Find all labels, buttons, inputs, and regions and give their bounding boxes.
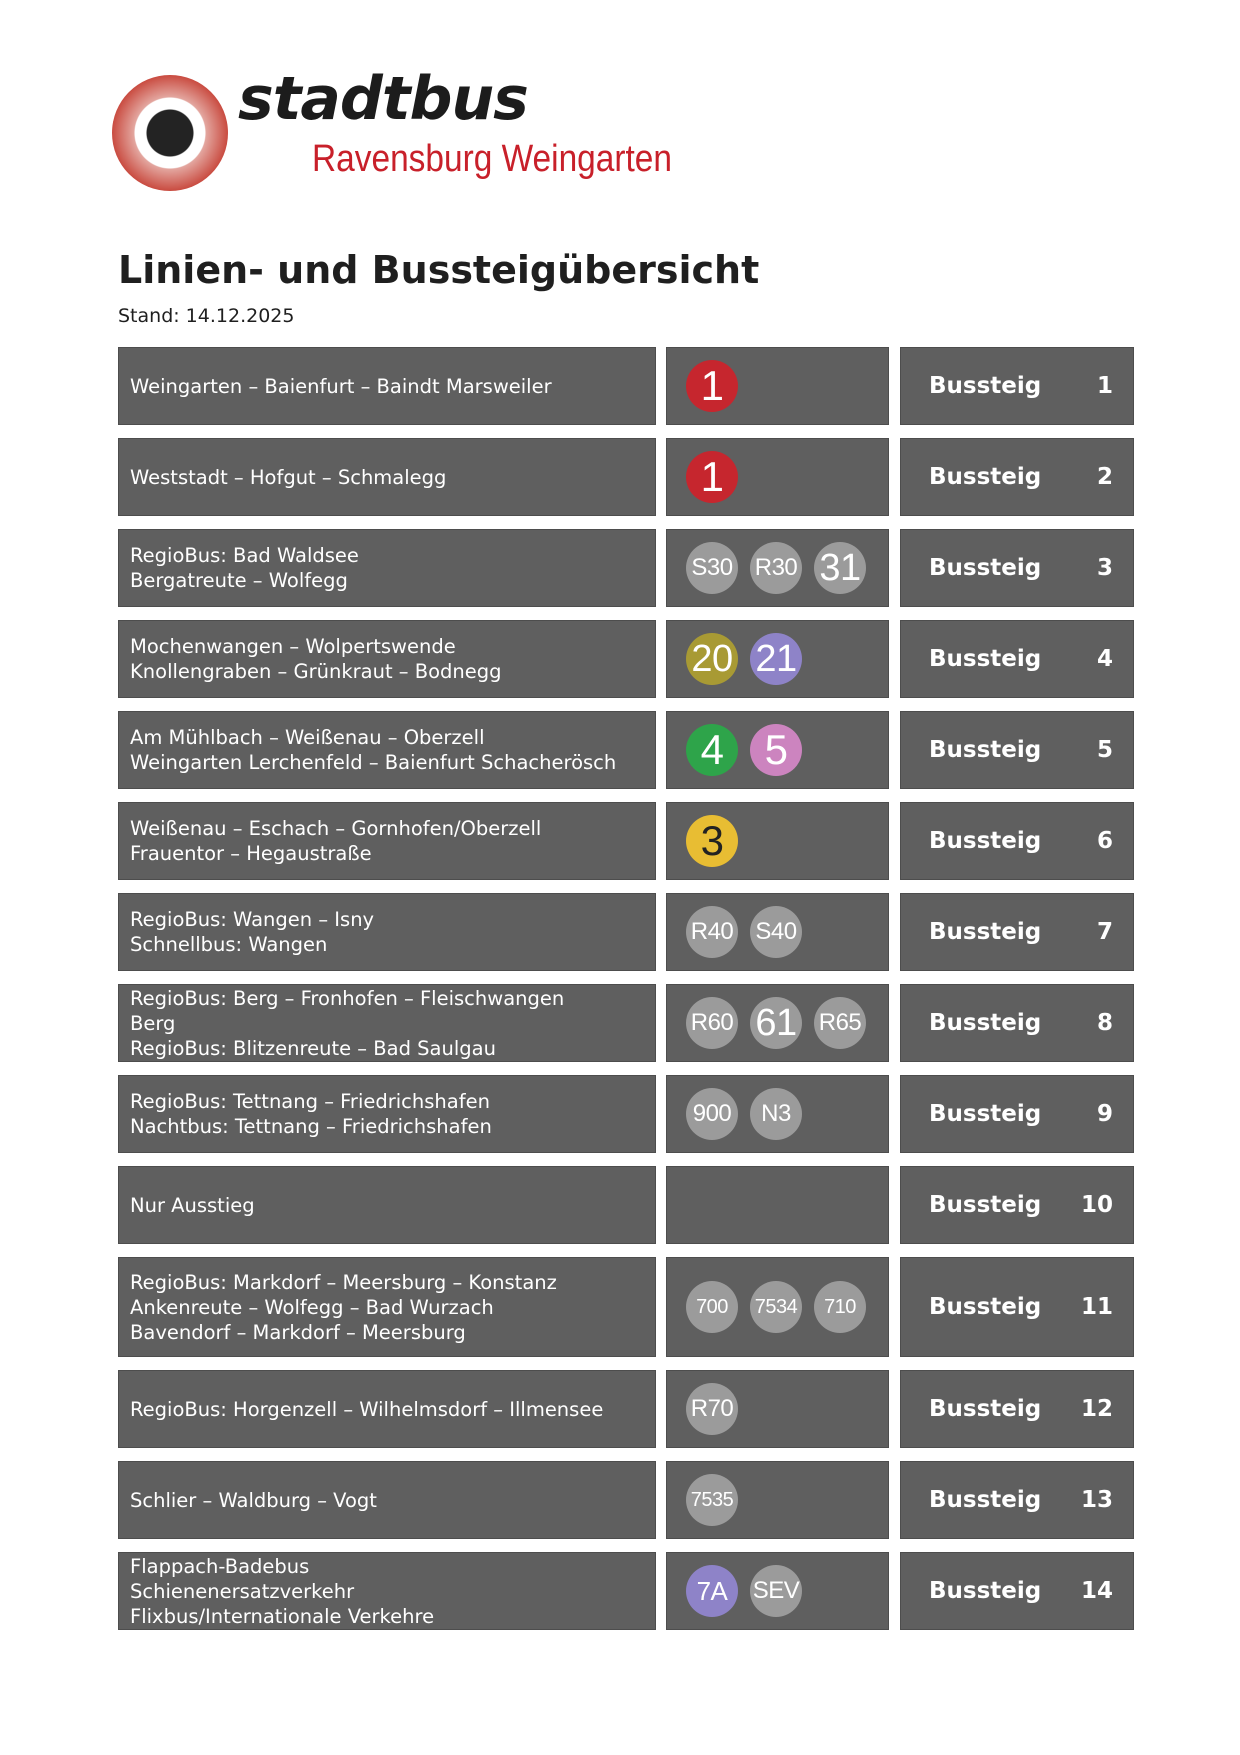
route-line-text: Ankenreute – Wolfegg – Bad Wurzach bbox=[130, 1295, 494, 1319]
bussteig-label: Bussteig bbox=[929, 828, 1042, 854]
bussteig-cell bbox=[900, 529, 1134, 607]
route-description bbox=[118, 802, 656, 880]
table-row bbox=[118, 711, 1134, 789]
bussteig-label: Bussteig bbox=[929, 1192, 1042, 1218]
bussteig-cell bbox=[900, 984, 1134, 1062]
route-line-text: Bergatreute – Wolfegg bbox=[130, 569, 348, 592]
line-badge: 5 bbox=[750, 724, 802, 776]
line-badges bbox=[666, 620, 889, 698]
bussteig-cell bbox=[900, 1257, 1134, 1357]
logo-subtitle: Ravensburg Weingarten bbox=[312, 138, 673, 180]
bussteig-number: 6 bbox=[1096, 828, 1113, 854]
line-badges bbox=[666, 347, 889, 425]
bussteig-cell bbox=[900, 620, 1134, 698]
line-badge: 31 bbox=[814, 542, 866, 594]
table-row bbox=[118, 347, 1134, 425]
table-row bbox=[118, 984, 1134, 1062]
line-badge: R65 bbox=[814, 997, 866, 1049]
bussteig-label: Bussteig bbox=[929, 737, 1042, 763]
stadtbus-logo bbox=[112, 64, 752, 197]
route-description bbox=[118, 893, 656, 971]
route-description bbox=[118, 1370, 656, 1448]
bussteig-cell bbox=[900, 711, 1134, 789]
bussteig-label: Bussteig bbox=[929, 1294, 1042, 1320]
line-badges bbox=[666, 529, 889, 607]
route-line-text: Mochenwangen – Wolpertswende bbox=[130, 635, 456, 658]
bussteig-number: 7 bbox=[1096, 919, 1113, 945]
route-line-text: Knollengraben – Grünkraut – Bodnegg bbox=[130, 660, 502, 683]
bussteig-label: Bussteig bbox=[929, 646, 1042, 672]
route-line-text: Schienenersatzverkehr bbox=[130, 1579, 355, 1603]
table-row bbox=[118, 1552, 1134, 1630]
bussteig-number: 9 bbox=[1096, 1101, 1113, 1127]
bussteig-cell bbox=[900, 893, 1134, 971]
route-line-text: Weingarten Lerchenfeld – Baienfurt Schacherösch bbox=[130, 751, 617, 774]
line-badge: 700 bbox=[686, 1281, 738, 1333]
table-row bbox=[118, 802, 1134, 880]
bussteig-label: Bussteig bbox=[929, 1396, 1042, 1422]
route-line-text: RegioBus: Tettnang – Friedrichshafen bbox=[130, 1090, 490, 1113]
line-badge: 20 bbox=[686, 633, 738, 685]
line-badge: 3 bbox=[686, 815, 738, 867]
table-row bbox=[118, 438, 1134, 516]
route-line-text: Weißenau – Eschach – Gornhofen/Oberzell bbox=[130, 817, 542, 840]
line-badges bbox=[666, 1257, 889, 1357]
bussteig-number: 12 bbox=[1080, 1396, 1113, 1422]
stand-date: 14.12.2025 bbox=[185, 305, 295, 327]
line-badge: S30 bbox=[686, 542, 738, 594]
route-line-text: Flappach-Badebus bbox=[130, 1554, 310, 1578]
route-line-text: Nur Ausstieg bbox=[130, 1193, 255, 1217]
line-badge: R70 bbox=[686, 1383, 738, 1435]
route-description bbox=[118, 529, 656, 607]
line-badge: 7534 bbox=[750, 1281, 802, 1333]
table-row bbox=[118, 1257, 1134, 1357]
line-badges bbox=[666, 1552, 889, 1630]
line-badge: 1 bbox=[686, 360, 738, 412]
route-line-text: Bavendorf – Markdorf – Meersburg bbox=[130, 1320, 466, 1344]
line-badges bbox=[666, 1461, 889, 1539]
bussteig-number: 5 bbox=[1096, 737, 1113, 763]
bussteig-label: Bussteig bbox=[929, 373, 1042, 399]
bussteig-number: 1 bbox=[1096, 373, 1113, 399]
route-description bbox=[118, 711, 656, 789]
route-line-text: Frauentor – Hegaustraße bbox=[130, 842, 372, 865]
bussteig-cell bbox=[900, 1552, 1134, 1630]
bussteig-cell bbox=[900, 1370, 1134, 1448]
line-badges bbox=[666, 1075, 889, 1153]
platform-table bbox=[118, 347, 1134, 1643]
bussteig-label: Bussteig bbox=[929, 1487, 1042, 1513]
bussteig-cell bbox=[900, 1166, 1134, 1244]
table-row bbox=[118, 893, 1134, 971]
line-badge: S40 bbox=[750, 906, 802, 958]
route-description bbox=[118, 1166, 656, 1244]
route-description bbox=[118, 347, 656, 425]
bussteig-label: Bussteig bbox=[929, 919, 1042, 945]
line-badge: 7535 bbox=[686, 1474, 738, 1526]
bussteig-label: Bussteig bbox=[929, 1010, 1042, 1036]
page-title: Linien- und Bussteigübersicht bbox=[118, 248, 760, 292]
route-line-text: Berg bbox=[130, 1011, 176, 1035]
bussteig-cell bbox=[900, 802, 1134, 880]
route-line-text: Nachtbus: Tettnang – Friedrichshafen bbox=[130, 1115, 492, 1138]
route-line-text: RegioBus: Blitzenreute – Bad Saulgau bbox=[130, 1036, 496, 1060]
logo-wordmark: stadtbus bbox=[238, 64, 528, 134]
bussteig-number: 10 bbox=[1080, 1192, 1113, 1218]
bussteig-number: 8 bbox=[1096, 1010, 1113, 1036]
line-badges bbox=[666, 711, 889, 789]
stand-date-line bbox=[118, 305, 294, 327]
bussteig-label: Bussteig bbox=[929, 555, 1042, 581]
route-description bbox=[118, 620, 656, 698]
line-badge: 61 bbox=[750, 997, 802, 1049]
line-badge: 1 bbox=[686, 451, 738, 503]
stand-label: Stand: bbox=[118, 305, 180, 327]
route-line-text: RegioBus: Berg – Fronhofen – Fleischwangen bbox=[130, 986, 565, 1010]
route-line-text: Am Mühlbach – Weißenau – Oberzell bbox=[130, 726, 485, 749]
line-badge: 21 bbox=[750, 633, 802, 685]
bussteig-cell bbox=[900, 1075, 1134, 1153]
line-badge: 710 bbox=[814, 1281, 866, 1333]
table-row bbox=[118, 529, 1134, 607]
table-row bbox=[118, 1461, 1134, 1539]
route-description bbox=[118, 1075, 656, 1153]
table-row bbox=[118, 620, 1134, 698]
line-badges bbox=[666, 893, 889, 971]
line-badge: 4 bbox=[686, 724, 738, 776]
line-badges bbox=[666, 802, 889, 880]
table-row bbox=[118, 1075, 1134, 1153]
line-badge: SEV bbox=[750, 1565, 802, 1617]
line-badges bbox=[666, 984, 889, 1062]
line-badges bbox=[666, 1166, 889, 1244]
line-badge: 900 bbox=[686, 1088, 738, 1140]
bussteig-number: 4 bbox=[1096, 646, 1113, 672]
logo-ring-icon bbox=[112, 75, 228, 191]
line-badges bbox=[666, 1370, 889, 1448]
table-row bbox=[118, 1166, 1134, 1244]
line-badge: 7A bbox=[686, 1565, 738, 1617]
line-badge: R40 bbox=[686, 906, 738, 958]
bussteig-number: 13 bbox=[1080, 1487, 1113, 1513]
bussteig-cell bbox=[900, 438, 1134, 516]
bussteig-number: 14 bbox=[1080, 1578, 1113, 1604]
bussteig-label: Bussteig bbox=[929, 1101, 1042, 1127]
route-line-text: Weststadt – Hofgut – Schmalegg bbox=[130, 465, 447, 489]
route-description bbox=[118, 1552, 656, 1630]
bussteig-number: 2 bbox=[1096, 464, 1113, 490]
line-badge: R30 bbox=[750, 542, 802, 594]
route-description bbox=[118, 438, 656, 516]
route-line-text: Flixbus/Internationale Verkehre bbox=[130, 1604, 435, 1628]
route-line-text: RegioBus: Wangen – Isny bbox=[130, 908, 375, 931]
bussteig-cell bbox=[900, 1461, 1134, 1539]
bussteig-cell bbox=[900, 347, 1134, 425]
bussteig-number: 11 bbox=[1080, 1294, 1113, 1320]
route-description bbox=[118, 984, 656, 1062]
route-description bbox=[118, 1257, 656, 1357]
bussteig-number: 3 bbox=[1096, 555, 1113, 581]
route-line-text: Schlier – Waldburg – Vogt bbox=[130, 1488, 377, 1512]
bussteig-label: Bussteig bbox=[929, 1578, 1042, 1604]
route-line-text: RegioBus: Markdorf – Meersburg – Konstanz bbox=[130, 1270, 557, 1294]
line-badge: R60 bbox=[686, 997, 738, 1049]
line-badges bbox=[666, 438, 889, 516]
route-line-text: RegioBus: Horgenzell – Wilhelmsdorf – Illmensee bbox=[130, 1397, 604, 1421]
table-row bbox=[118, 1370, 1134, 1448]
bussteig-label: Bussteig bbox=[929, 464, 1042, 490]
route-description bbox=[118, 1461, 656, 1539]
route-line-text: Weingarten – Baienfurt – Baindt Marsweiler bbox=[130, 374, 552, 398]
line-badge: N3 bbox=[750, 1088, 802, 1140]
route-line-text: Schnellbus: Wangen bbox=[130, 933, 328, 956]
route-line-text: RegioBus: Bad Waldsee bbox=[130, 544, 359, 567]
